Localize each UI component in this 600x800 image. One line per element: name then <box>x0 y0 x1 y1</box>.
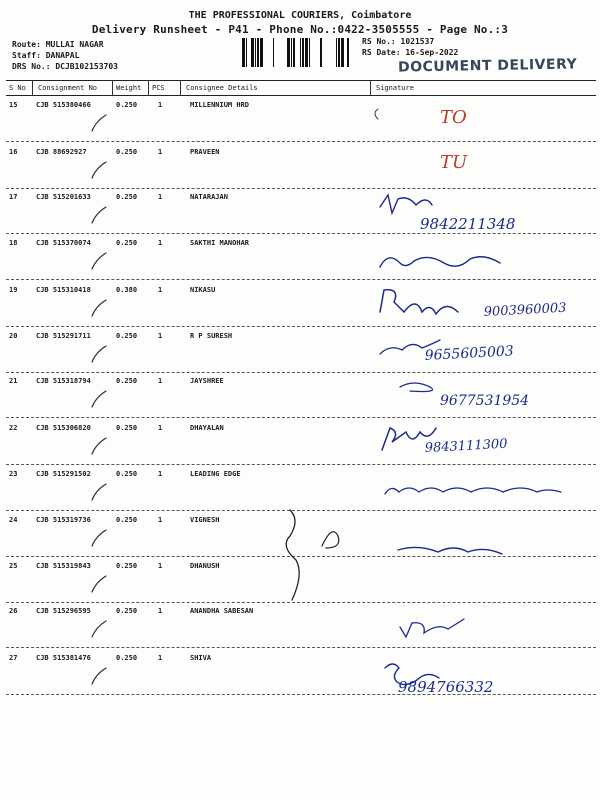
row-consignee: DHANUSH <box>190 562 220 570</box>
row-weight: 0.250 <box>116 239 138 247</box>
route-label: Route: MULLAI NAGAR <box>12 40 104 49</box>
signature-scrawl <box>385 488 561 494</box>
tick-mark <box>92 668 106 684</box>
row-pcs: 1 <box>158 332 163 340</box>
row-consignment: CJB 515381476 <box>36 654 91 662</box>
row-sno: 20 <box>9 332 18 340</box>
row-weight: 0.250 <box>116 101 138 109</box>
tick-mark <box>92 207 106 223</box>
rs-date: RS Date: 16-Sep-2022 <box>362 48 459 57</box>
row-consignment: CJB 515319843 <box>36 562 91 570</box>
company-title: THE PROFESSIONAL COURIERS, Coimbatore <box>188 10 412 21</box>
row-consignee: PRAVEEN <box>190 148 220 156</box>
row-sno: 16 <box>9 148 18 156</box>
signature-scrawl <box>380 195 432 213</box>
row-sno: 25 <box>9 562 18 570</box>
signature-scrawl <box>380 290 458 314</box>
row-consignee: NIKASU <box>190 286 216 294</box>
row-weight: 0.250 <box>116 332 138 340</box>
initials-mark <box>322 532 339 548</box>
row-weight: 0.380 <box>116 286 138 294</box>
row-pcs: 1 <box>158 424 163 432</box>
signature-scrawl <box>398 547 502 554</box>
row-consignee: R P SURESH <box>190 332 233 340</box>
row-consignee: VIGNESH <box>190 516 220 524</box>
tick-mark <box>92 530 106 546</box>
row-consignee: ANANDHA SABESAN <box>190 607 254 615</box>
row-sno: 23 <box>9 470 18 478</box>
row-weight: 0.250 <box>116 193 138 201</box>
row-pcs: 1 <box>158 286 163 294</box>
row-consignee: LEADING EDGE <box>190 470 241 478</box>
row-consignment: CJB 515319736 <box>36 516 91 524</box>
col-consignee: Consignee Details <box>186 84 258 92</box>
row-consignment: CJB 515370074 <box>36 239 91 247</box>
col-signature: Signature <box>376 84 414 92</box>
row-pcs: 1 <box>158 148 163 156</box>
row-consignment: CJB 515310418 <box>36 286 91 294</box>
signature-scrawl <box>400 619 464 637</box>
row-weight: 0.250 <box>116 424 138 432</box>
signature-to: TO <box>440 107 467 128</box>
row-consignment: CJB 515296595 <box>36 607 91 615</box>
row-weight: 0.250 <box>116 148 138 156</box>
brace-mark <box>286 510 299 600</box>
row-pcs: 1 <box>158 516 163 524</box>
row-pcs: 1 <box>158 607 163 615</box>
row-consignee: JAYSHREE <box>190 377 224 385</box>
row-consignment: CJB 88692927 <box>36 148 87 156</box>
row-weight: 0.250 <box>116 607 138 615</box>
row-consignee: NATARAJAN <box>190 193 228 201</box>
row-consignment: CJB 515306820 <box>36 424 91 432</box>
row-sno: 24 <box>9 516 18 524</box>
signature-phone: 9655605003 <box>424 343 515 364</box>
row-weight: 0.250 <box>116 516 138 524</box>
signature-phone: 9894766332 <box>398 678 494 696</box>
row-sno: 22 <box>9 424 18 432</box>
tick-mark <box>92 162 106 178</box>
row-consignee: SAKTHI MANOHAR <box>190 239 250 247</box>
runsheet-title: Delivery Runsheet - P41 - Phone No.:0422-3505555 - Page No.:3 <box>91 23 509 36</box>
signature-mark <box>375 109 378 119</box>
row-sno: 21 <box>9 377 18 385</box>
row-consignment: CJB 515380466 <box>36 101 91 109</box>
tick-mark <box>92 391 106 407</box>
tick-mark <box>92 438 106 454</box>
tick-mark <box>92 576 106 592</box>
row-pcs: 1 <box>158 654 163 662</box>
row-sno: 15 <box>9 101 18 109</box>
tick-mark <box>92 346 106 362</box>
row-weight: 0.250 <box>116 377 138 385</box>
row-pcs: 1 <box>158 562 163 570</box>
signature-phone: 9842211348 <box>420 215 516 233</box>
row-consignee: SHIVA <box>190 654 212 662</box>
row-consignment: CJB 515291711 <box>36 332 91 340</box>
signature-scrawl <box>380 257 500 267</box>
row-pcs: 1 <box>158 377 163 385</box>
row-consignee: MILLENNIUM HRD <box>190 101 250 109</box>
col-sno: S No <box>9 84 26 92</box>
row-sno: 26 <box>9 607 18 615</box>
row-weight: 0.250 <box>116 470 138 478</box>
signature-phone: 9677531954 <box>440 393 530 409</box>
row-sno: 18 <box>9 239 18 247</box>
row-consignment: CJB 515201633 <box>36 193 91 201</box>
row-pcs: 1 <box>158 193 163 201</box>
row-consignee: DHAYALAN <box>190 424 224 432</box>
row-consignment: CJB 515291502 <box>36 470 91 478</box>
row-pcs: 1 <box>158 101 163 109</box>
row-pcs: 1 <box>158 239 163 247</box>
staff-label: Staff: DANAPAL <box>12 51 80 60</box>
signature-phone: 9003960003 <box>483 300 567 320</box>
document-delivery-stamp: DOCUMENT DELIVERY <box>397 56 578 76</box>
col-consignment: Consignment No <box>38 84 98 92</box>
col-pcs: PCS <box>152 84 165 92</box>
row-consignment: CJB 515318794 <box>36 377 91 385</box>
drs-label: DRS No.: DCJB102153703 <box>12 62 118 71</box>
row-sno: 17 <box>9 193 18 201</box>
row-sno: 19 <box>9 286 18 294</box>
row-pcs: 1 <box>158 470 163 478</box>
tick-mark <box>92 253 106 269</box>
signature-tu: TU <box>440 152 468 173</box>
signature-scrawl <box>400 383 433 392</box>
rs-number: RS No.: 1021537 <box>362 37 435 46</box>
col-weight: Weight <box>116 84 142 92</box>
row-weight: 0.250 <box>116 654 138 662</box>
tick-mark <box>92 300 106 316</box>
tick-mark <box>92 115 106 131</box>
row-weight: 0.250 <box>116 562 138 570</box>
tick-mark <box>92 484 106 500</box>
signature-phone: 9843111300 <box>424 436 508 456</box>
row-sno: 27 <box>9 654 18 662</box>
tick-mark <box>92 621 106 637</box>
